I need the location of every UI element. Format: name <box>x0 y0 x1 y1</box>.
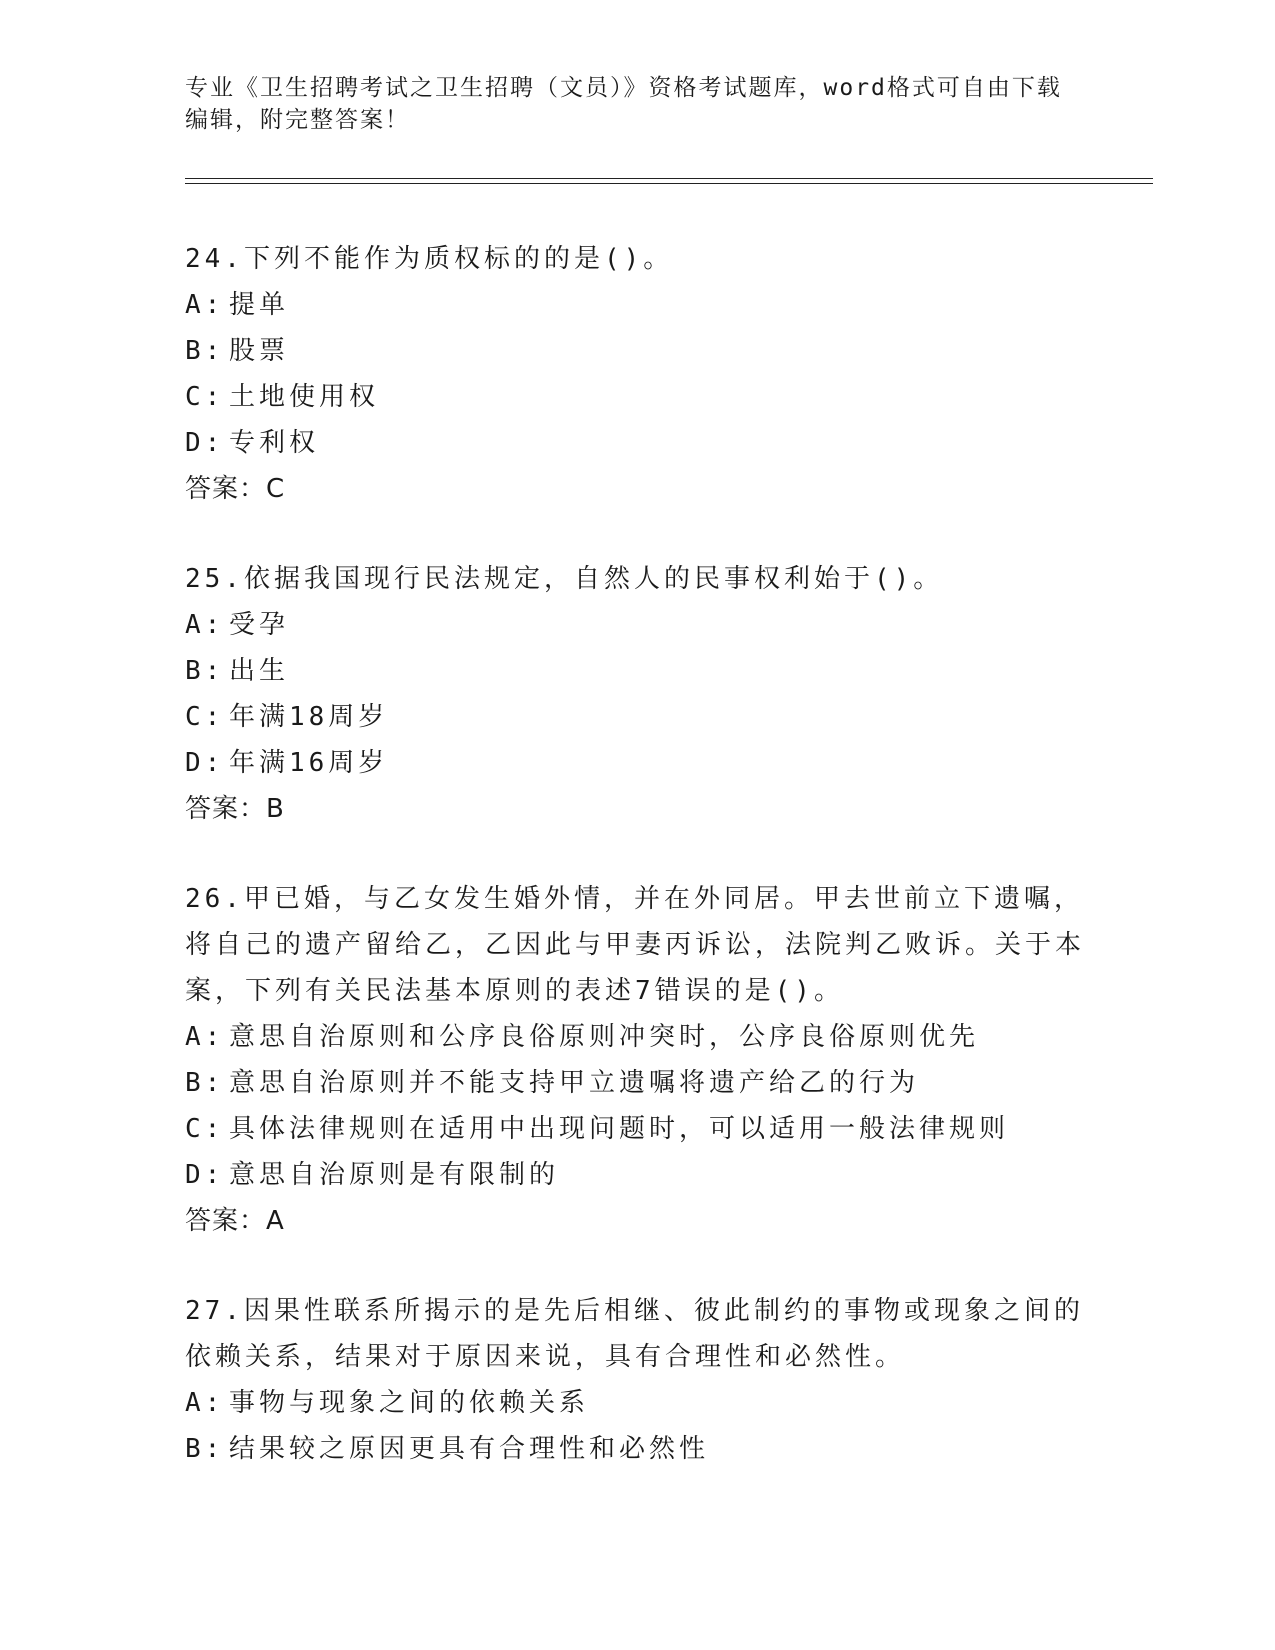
option-letter: D: <box>185 428 225 458</box>
option-a <box>185 1014 1085 1060</box>
option-letter: A: <box>185 1022 225 1052</box>
option-letter: C: <box>185 1114 225 1144</box>
option-text: 事物与现象之间的依赖关系 <box>229 1388 590 1418</box>
option-letter: A: <box>185 290 225 320</box>
option-a <box>185 602 1085 648</box>
option-text: 出生 <box>229 656 290 686</box>
option-letter: B: <box>185 336 225 366</box>
option-b <box>185 1426 1085 1472</box>
question-27 <box>185 1288 1085 1472</box>
option-a <box>185 1380 1085 1426</box>
document-header <box>185 72 1085 136</box>
option-text: 提单 <box>229 290 290 320</box>
question-list <box>185 236 1085 1516</box>
option-letter: D: <box>185 748 225 778</box>
question-stem: 24.下列不能作为质权标的的是()。 <box>185 244 674 274</box>
option-letter: B: <box>185 656 225 686</box>
answer-key: 答案：B <box>185 794 285 824</box>
option-b <box>185 648 1085 694</box>
option-text: 年满16周岁 <box>229 748 389 778</box>
option-text: 股票 <box>229 336 290 366</box>
option-text: 专利权 <box>229 428 320 458</box>
option-d <box>185 1152 1085 1198</box>
option-c <box>185 694 1085 740</box>
answer-key: 答案：C <box>185 474 286 504</box>
answer-key: 答案：A <box>185 1206 285 1236</box>
option-text: 具体法律规则在适用中出现问题时，可以适用一般法律规则 <box>229 1114 1010 1144</box>
option-letter: B: <box>185 1434 225 1464</box>
option-c <box>185 374 1085 420</box>
question-24 <box>185 236 1085 512</box>
option-letter: A: <box>185 1388 225 1418</box>
option-text: 受孕 <box>229 610 290 640</box>
header-divider-top <box>185 178 1153 179</box>
header-divider-bottom <box>185 183 1153 184</box>
option-a <box>185 282 1085 328</box>
option-text: 土地使用权 <box>229 382 380 412</box>
option-letter: C: <box>185 702 225 732</box>
question-stem: 25.依据我国现行民法规定，自然人的民事权利始于()。 <box>185 564 944 594</box>
header-line-1: 专业《卫生招聘考试之卫生招聘（文员）》资格考试题库，word格式可自由下载 <box>185 75 1062 101</box>
option-text: 意思自治原则并不能支持甲立遗嘱将遗产给乙的行为 <box>229 1068 920 1098</box>
option-d <box>185 420 1085 466</box>
option-letter: D: <box>185 1160 225 1190</box>
option-text: 结果较之原因更具有合理性和必然性 <box>229 1434 710 1464</box>
option-letter: A: <box>185 610 225 640</box>
option-d <box>185 740 1085 786</box>
option-text: 年满18周岁 <box>229 702 389 732</box>
header-line-2: 编辑，附完整答案！ <box>185 107 410 133</box>
option-letter: B: <box>185 1068 225 1098</box>
question-25 <box>185 556 1085 832</box>
question-stem: 26.甲已婚，与乙女发生婚外情，并在外同居。甲去世前立下遗嘱，将自己的遗产留给乙，乙因此与甲妻丙诉讼，法院判乙败诉。关于本案，下列有关民法基本原则的表述7错误的是()。 <box>185 884 1086 1006</box>
option-letter: C: <box>185 382 225 412</box>
option-text: 意思自治原则是有限制的 <box>229 1160 560 1190</box>
option-b <box>185 1060 1085 1106</box>
option-b <box>185 328 1085 374</box>
option-c <box>185 1106 1085 1152</box>
option-text: 意思自治原则和公序良俗原则冲突时，公序良俗原则优先 <box>229 1022 980 1052</box>
question-stem: 27.因果性联系所揭示的是先后相继、彼此制约的事物或现象之间的依赖关系，结果对于原因来说，具有合理性和必然性。 <box>185 1296 1084 1372</box>
question-26 <box>185 876 1085 1244</box>
